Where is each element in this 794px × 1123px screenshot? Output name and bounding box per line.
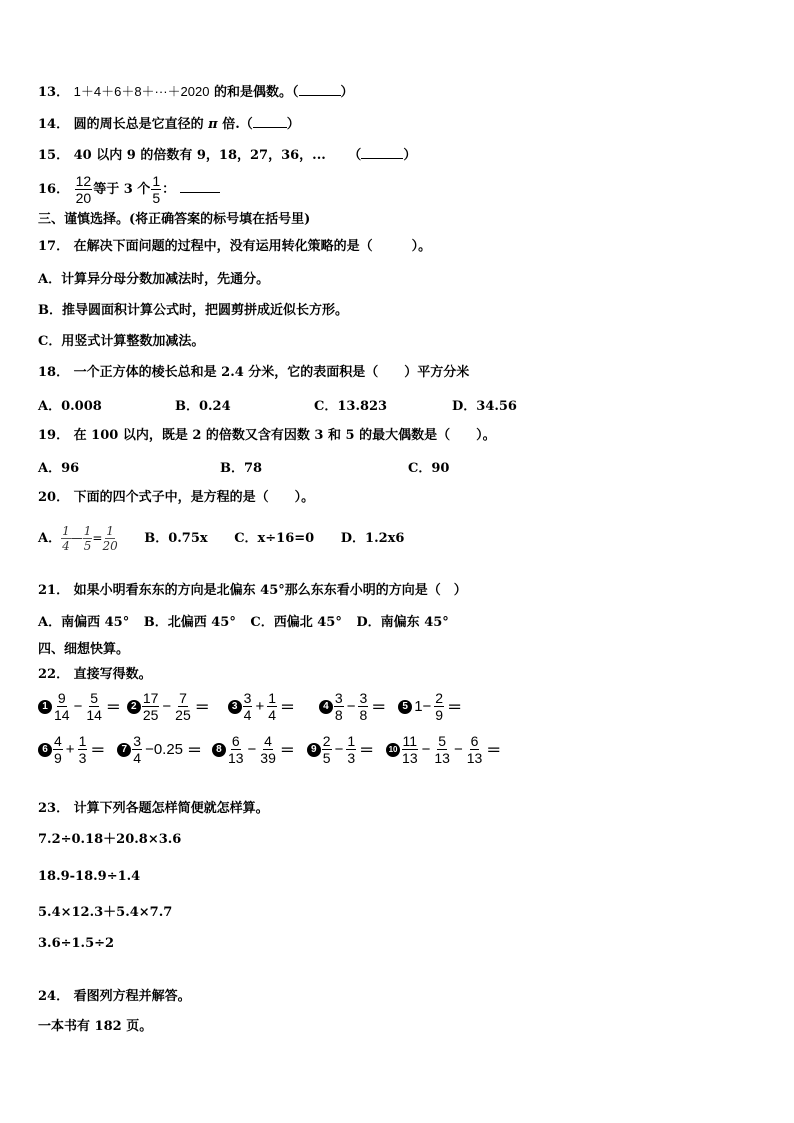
option-20-d[interactable]: D．1.2x6 — [340, 531, 405, 546]
question-24 — [38, 987, 191, 1007]
answer-blank[interactable] — [361, 144, 403, 159]
options-20 — [38, 522, 404, 555]
question-number: 15． — [38, 148, 70, 163]
fraction-12-20: $\frac{12}{20}$ — [75, 173, 92, 206]
answer-blank[interactable] — [180, 178, 220, 193]
calc-item-10[interactable]: 10 $\frac{11}{13}$ − $\frac{5}{13}$ − $\frac{6}{13}$ ＝ — [386, 733, 501, 766]
answer-blank[interactable] — [299, 81, 341, 96]
calc-item-6[interactable]: 6 $\frac{4}{9}$ + $\frac{1}{3}$ ＝ — [38, 733, 105, 766]
question-number: 14． — [38, 117, 70, 132]
circled-number: 2 — [127, 700, 141, 714]
question-21 — [38, 581, 467, 601]
calc-item-8[interactable]: 8 $\frac{6}{13}$ − $\frac{4}{39}$ ＝ — [212, 733, 295, 766]
section-4-title: 四、细想快算。 — [38, 642, 130, 657]
circled-number: 7 — [117, 743, 131, 757]
question-13 — [38, 81, 354, 103]
circled-number: 3 — [228, 700, 242, 714]
question-18 — [38, 363, 469, 383]
option-19-c[interactable]: C．90 — [408, 461, 450, 476]
question-text: 下面的四个式子中，是方程的是（ ）。 — [73, 490, 315, 505]
option-label: A． — [38, 531, 62, 546]
question-text: 一个正方体的棱长总和是 2.4 分米，它的表面积是（ ）平方分米 — [73, 365, 470, 380]
answer-blank[interactable] — [253, 113, 287, 128]
question-text: 如果小明看东东的方向是北偏东 45°那么东东看小明的方向是（ ） — [73, 583, 467, 598]
equals-sign: = — [92, 531, 103, 545]
options-21 — [38, 613, 449, 633]
calc-item-5[interactable]: 5 1− $\frac{2}{9}$ ＝ — [398, 690, 462, 723]
calc-row-2 — [38, 733, 501, 766]
question-text: 计算下列各题怎样简便就怎样算。 — [73, 801, 269, 816]
option-19-b[interactable]: B．78 — [220, 461, 263, 476]
question-text-2: 倍.（ — [222, 117, 253, 132]
calc-expression-2: 18.9-18.9÷1.4 — [38, 869, 141, 884]
paren-close: ） — [286, 117, 300, 132]
question-text: 的和是偶数。（ — [213, 85, 299, 100]
question-22 — [38, 665, 152, 685]
paren-close: ） — [340, 85, 354, 100]
option-18-a[interactable]: A．0.008 — [38, 399, 102, 414]
question-number: 19． — [38, 428, 70, 443]
calc-item-3[interactable]: 3 $\frac{3}{4}$ + $\frac{1}{4}$ ＝ — [228, 690, 295, 723]
circled-number: 9 — [307, 743, 321, 757]
paren-open: （ — [348, 148, 362, 163]
question-text: 在 100 以内，既是 2 的倍数又含有因数 3 和 5 的最大偶数是（ ）。 — [73, 428, 496, 443]
option-20-c[interactable]: C．x÷16=0 — [234, 531, 315, 546]
calc-item-7[interactable]: 7 $\frac{3}{4}$ −0.25 ＝ — [117, 733, 202, 766]
option-19-a[interactable]: A．96 — [38, 461, 80, 476]
question-16 — [38, 172, 220, 208]
option-17-b[interactable]: B．推导圆面积计算公式时，把圆剪拼成近似长方形。 — [38, 303, 348, 318]
question-text: 在解决下面问题的过程中，没有运用转化策略的是（ ）。 — [73, 239, 432, 254]
circled-number: 6 — [38, 743, 52, 757]
option-21-b[interactable]: B．北偏西 45° — [143, 615, 236, 630]
option-18-d[interactable]: D．34.56 — [452, 399, 517, 414]
option-21-a[interactable]: A．南偏西 45° — [38, 615, 130, 630]
calc-expression-4: 3.6÷1.5÷2 — [38, 936, 115, 951]
option-18-b[interactable]: B．0.24 — [175, 399, 231, 414]
circled-number: 10 — [386, 743, 400, 757]
option-21-c[interactable]: C．西偏北 45° — [250, 615, 342, 630]
calc-item-9[interactable]: 9 $\frac{2}{5}$ − $\frac{1}{3}$ ＝ — [307, 733, 374, 766]
question-23 — [38, 799, 269, 819]
paren-close: ） — [403, 148, 417, 163]
question-text: 看图列方程并解答。 — [73, 989, 191, 1004]
question-14 — [38, 113, 300, 135]
question-17 — [38, 237, 431, 257]
calc-item-2[interactable]: 2 $\frac{17}{25}$ − $\frac{7}{25}$ ＝ — [127, 690, 210, 723]
question-number: 21． — [38, 583, 70, 598]
question-number: 18． — [38, 365, 70, 380]
circled-number: 8 — [212, 743, 226, 757]
question-number: 23． — [38, 801, 70, 816]
question-number: 22． — [38, 667, 70, 682]
question-number: 20． — [38, 490, 70, 505]
section-3-title: 三、谨慎选择。(将正确答案的标号填在括号里) — [38, 212, 311, 227]
question-text: 圆的周长总是它直径的 — [73, 117, 204, 132]
calc-expression-3: 5.4×12.3＋5.4×7.7 — [38, 905, 173, 920]
question-number: 17． — [38, 239, 70, 254]
minus-sign: — — [70, 531, 83, 545]
question-15 — [38, 144, 416, 166]
expression: 1＋4＋6＋8＋···＋2020 — [73, 84, 210, 99]
option-17-a[interactable]: A．计算异分母分数加减法时，先通分。 — [38, 272, 270, 287]
circled-number: 5 — [398, 700, 412, 714]
question-text: 等于 3 个 — [93, 182, 151, 197]
circled-number: 1 — [38, 700, 52, 714]
option-17-c[interactable]: C．用竖式计算整数加减法。 — [38, 334, 205, 349]
question-number: 24． — [38, 989, 70, 1004]
question-number: 13． — [38, 85, 70, 100]
pi-symbol: π — [208, 117, 218, 132]
fraction-1-5: $\frac{1}{5}$ — [152, 173, 161, 206]
option-18-c[interactable]: C．13.823 — [314, 399, 388, 414]
option-20-b[interactable]: B．0.75x — [144, 531, 208, 546]
calc-item-4[interactable]: 4 $\frac{3}{8}$ − $\frac{3}{8}$ ＝ — [319, 690, 386, 723]
fraction-1-4: $\frac{1}{4}$ — [62, 524, 70, 553]
calc-row-1 — [38, 690, 462, 723]
question-19 — [38, 426, 496, 446]
circled-number: 4 — [319, 700, 333, 714]
question-text: 40 以内 9 的倍数有 9，18，27，36，... — [73, 148, 326, 163]
question-24-sub: 一本书有 182 页。 — [38, 1019, 153, 1034]
question-number: 16． — [38, 182, 70, 197]
option-20-a[interactable] — [38, 524, 122, 553]
fraction-1-5: $\frac{1}{5}$ — [83, 524, 92, 553]
calc-expression-1: 7.2÷0.18＋20.8×3.6 — [38, 832, 182, 847]
colon: ： — [162, 182, 176, 197]
question-20 — [38, 488, 314, 508]
fraction-1-20: $\frac{1}{20}$ — [102, 524, 118, 553]
option-21-d[interactable]: D．南偏东 45° — [356, 615, 449, 630]
question-text: 直接写得数。 — [73, 667, 152, 682]
calc-item-1[interactable]: 1 $\frac{9}{14}$ − $\frac{5}{14}$ ＝ — [38, 690, 121, 723]
